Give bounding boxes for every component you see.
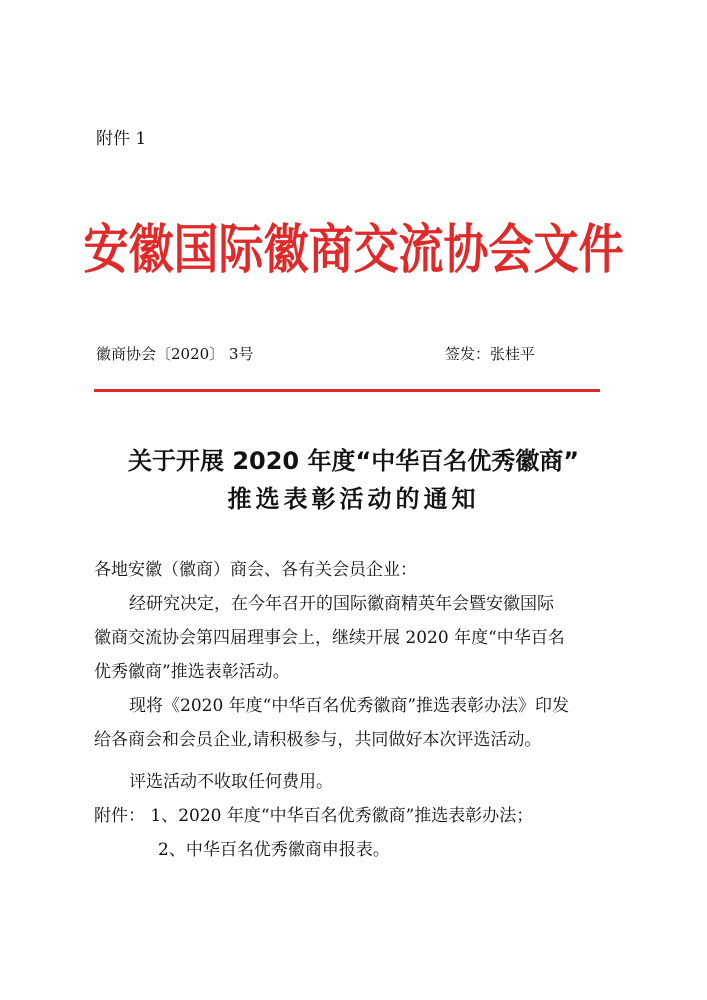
- paragraph-1-line-2: 徽商交流协会第四届理事会上，继续开展 2020 年度“中华百名: [94, 628, 565, 648]
- signer: 签发：张桂平: [445, 345, 536, 363]
- paragraph-1-line-1: 经研究决定，在今年召开的国际徽商精英年会暨安徽国际: [129, 594, 554, 614]
- notice-title-line1: 关于开展 2020 年度“中华百名优秀徽商”: [127, 447, 580, 475]
- attachment-list-item-1: [94, 799, 569, 833]
- attachment-list-label: 附件：: [94, 806, 145, 826]
- paragraph-2-line-1: 现将《2020 年度“中华百名优秀徽商”推选表彰办法》印发: [129, 696, 570, 716]
- attachment-item-2: 2、中华百名优秀徽商申报表。: [158, 840, 390, 860]
- salutation: 各地安徽（徽商）商会、各有关会员企业：: [94, 560, 417, 580]
- paragraph-1-line-3: 优秀徽商”推选表彰活动。: [94, 662, 290, 682]
- attachment-label: 附件 1: [96, 129, 147, 149]
- paragraph-3: 评选活动不收取任何费用。: [129, 772, 333, 792]
- letterhead-title: 安徽国际徽商交流协会文件: [83, 217, 624, 281]
- attachment-item-1: 1、2020 年度“中华百名优秀徽商”推选表彰办法；: [150, 806, 534, 826]
- document-number: 徽商协会〔2020〕 3号: [96, 345, 254, 363]
- notice-body: [94, 553, 569, 867]
- paragraph-2-line-2: 给各商会和会员企业,请积极参与，共同做好本次评选活动。: [94, 730, 542, 750]
- notice-title: [0, 442, 707, 518]
- notice-title-line2: 推选表彰活动的通知: [227, 485, 480, 513]
- red-divider: [94, 389, 600, 392]
